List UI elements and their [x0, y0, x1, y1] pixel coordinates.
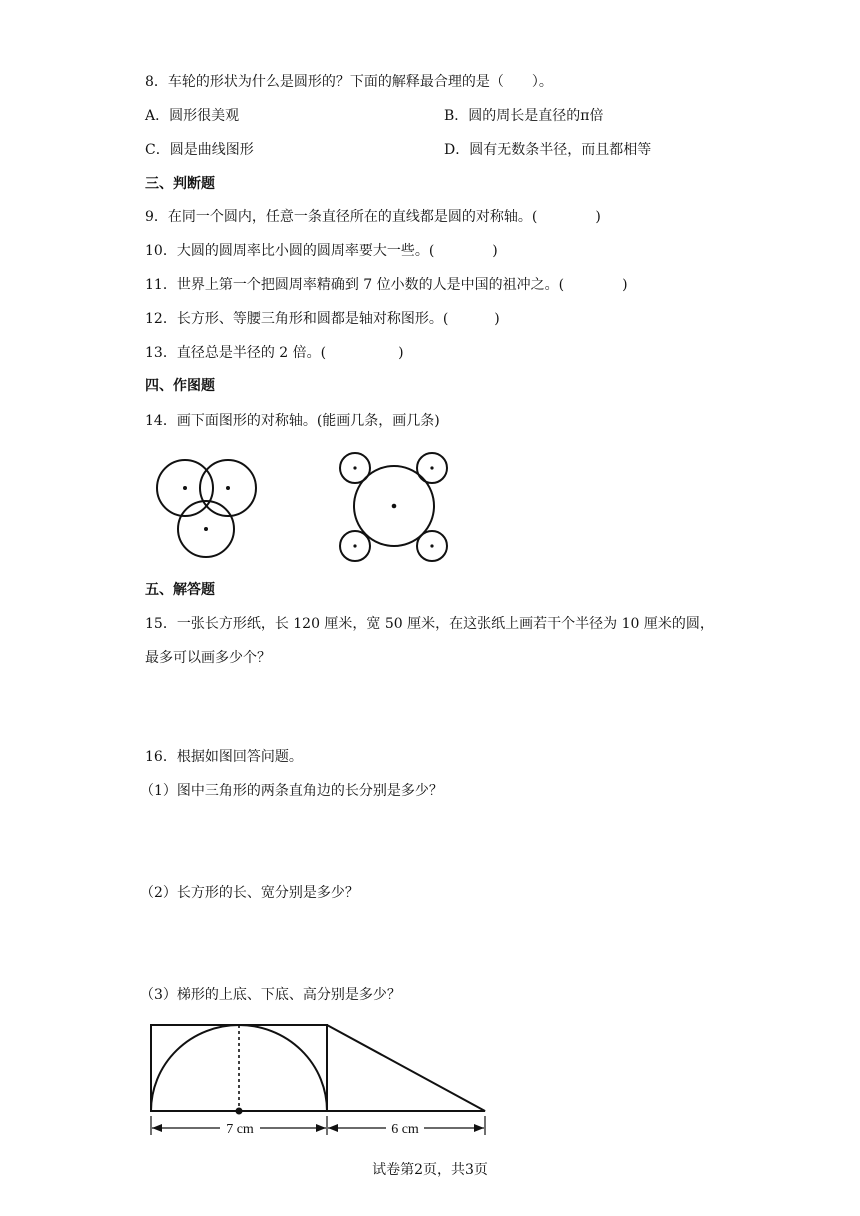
q16-sub2: （2）长方形的长、宽分别是多少？ [140, 885, 359, 901]
center-dot-bottom [204, 527, 208, 531]
q15-line1: 15．一张长方形纸，长 120 厘米，宽 50 厘米，在这张纸上画若干个半径为 10 厘米的圆， [145, 616, 714, 632]
dimension-label-7cm: 7 cm [226, 1122, 254, 1137]
q16-sub1: （1）图中三角形的两条直角边的长分别是多少？ [140, 783, 443, 799]
q14-stem: 14．画下面图形的对称轴。(能画几条，画几条) [145, 413, 440, 429]
q11-close: ) [622, 277, 628, 293]
q8-stem: 8．车轮的形状为什么是圆形的？下面的解释最合理的是（ ）。 [145, 74, 553, 90]
q12-close: ) [494, 311, 500, 327]
center-dot-right [226, 486, 230, 490]
q8-option-a: A．圆形很美观 [145, 108, 240, 124]
q16-stem: 16．根据如图回答问题。 [145, 749, 303, 765]
section-title-drawing: 四、作图题 [145, 378, 215, 394]
q9 [145, 207, 601, 227]
section-title-solutions: 五、解答题 [145, 582, 215, 598]
q8-option-c: C．圆是曲线图形 [145, 142, 254, 158]
q12 [145, 309, 500, 329]
big-circle-center [392, 504, 397, 509]
q11-text: 11．世界上第一个把圆周率精确到 7 位小数的人是中国的祖冲之。( [145, 277, 565, 293]
q13-close: ) [398, 345, 404, 361]
figure-three-circles [150, 452, 265, 564]
q13-text: 13．直径总是半径的 2 倍。( [145, 345, 327, 361]
q9-close: ) [595, 209, 601, 225]
right-triangle [327, 1025, 485, 1111]
q8-option-d: D．圆有无数条半径，而且都相等 [444, 142, 652, 158]
q9-text: 9．在同一个圆内，任意一条直径所在的直线都是圆的对称轴。( [145, 209, 538, 225]
dimension-label-6cm: 6 cm [391, 1122, 419, 1137]
center-point [236, 1108, 243, 1115]
page-footer: 试卷第2页，共3页 [372, 1162, 488, 1178]
q10-text: 10．大圆的圆周率比小圆的圆周率要大一些。( [145, 243, 435, 259]
q8-option-b: B．圆的周长是直径的π倍 [444, 108, 604, 124]
section-title-judgment: 三、判断题 [145, 176, 215, 192]
q10-close: ) [492, 243, 498, 259]
figure-rectangle-semicircle-triangle [140, 1015, 500, 1140]
q13 [145, 343, 404, 363]
center-dot-left [183, 486, 187, 490]
q11 [145, 275, 628, 295]
q12-text: 12．长方形、等腰三角形和圆都是轴对称图形。( [145, 311, 449, 327]
figure-circle-with-four-small-circles [336, 450, 452, 566]
q15-line2: 最多可以画多少个？ [145, 650, 271, 666]
q16-sub3: （3）梯形的上底、下底、高分别是多少？ [140, 987, 401, 1003]
q10 [145, 241, 498, 261]
